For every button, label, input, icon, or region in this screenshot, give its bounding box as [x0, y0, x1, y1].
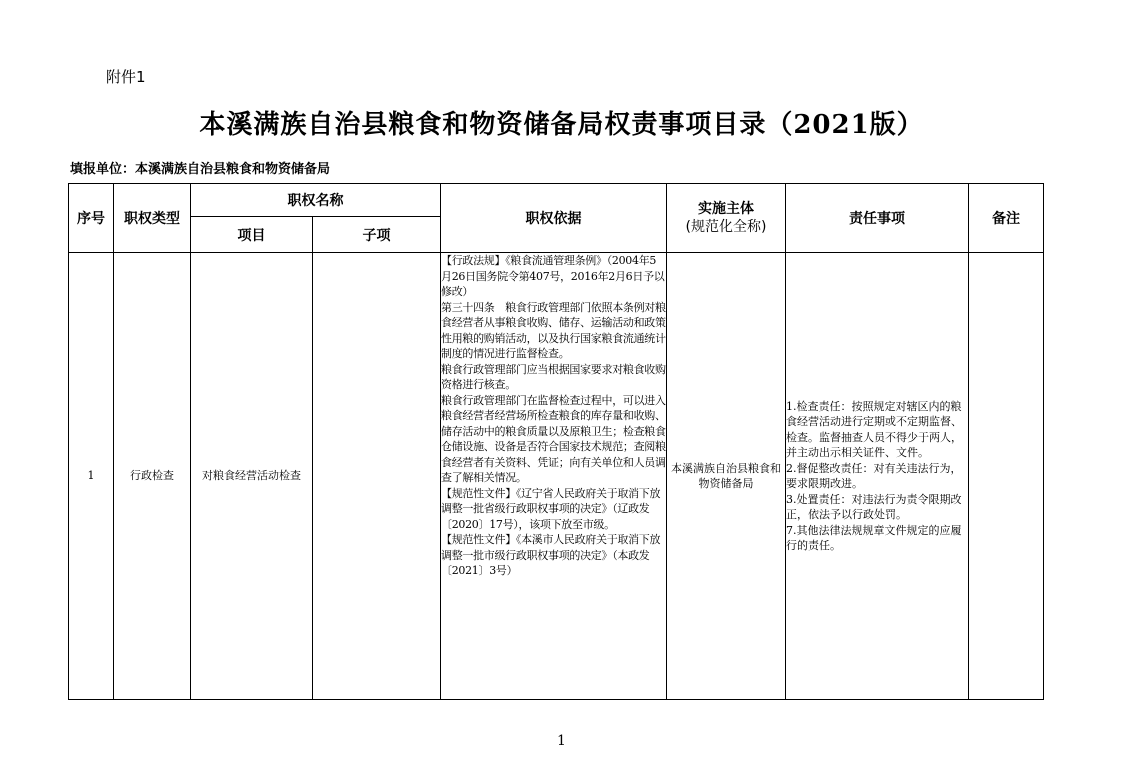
- header-remarks: 备注: [969, 184, 1044, 253]
- header-subject-label: 实施主体: [698, 201, 754, 217]
- duty-item: 7.其他法律法规规章文件规定的应履行的责任。: [786, 523, 962, 552]
- cell-category: 行政检查: [114, 253, 191, 700]
- basis-paragraph: 第三十四条 粮食行政管理部门依照本条例对粮食经营者从事粮食收购、储存、运输活动和政策性用粮的购销活动，以及执行国家粮食流通统计制度的情况进行监督检查。: [441, 300, 666, 360]
- header-subitem: 子项: [313, 217, 441, 253]
- table-row: [69, 253, 1044, 700]
- page-number: 1: [557, 733, 566, 749]
- header-subject-note: (规范化全称): [685, 219, 767, 235]
- cell-subject: 本溪满族自治县粮食和物资储备局: [667, 253, 786, 700]
- basis-paragraph: 【行政法规】《粮食流通管理条例》（2004年5月26日国务院令第407号，2016年2月6日予以修改）: [441, 254, 665, 298]
- header-seq: 序号: [69, 184, 114, 253]
- header-basis: 职权依据: [441, 184, 667, 253]
- basis-paragraph: 【规范性文件】《辽宁省人民政府关于取消下放调整一批省级行政职权事项的决定》（辽政发〔2020〕17号），该项下放至市级。: [441, 486, 661, 531]
- header-item: 项目: [191, 217, 313, 253]
- cell-seq: 1: [69, 253, 114, 700]
- authority-catalog-table: [68, 183, 1044, 700]
- duty-item: 1.检查责任：按照规定对辖区内的粮食经营活动进行定期或不定期监督、检查。监督抽查人员不得少于两人，并主动出示相关证件、文件。: [786, 399, 962, 459]
- cell-subitem: [313, 253, 441, 700]
- reporting-unit: 填报单位：本溪满族自治县粮食和物资储备局: [70, 162, 331, 177]
- header-subject: [667, 184, 786, 253]
- header-authority-name: 职权名称: [191, 184, 441, 217]
- table-header-row: [69, 184, 1044, 217]
- cell-item: 对粮食经营活动检查: [191, 253, 313, 700]
- duty-item: 3.处置责任：对违法行为责令限期改正，依法予以行政处罚。: [786, 492, 962, 521]
- attachment-label: 附件1: [106, 68, 146, 86]
- cell-duties: [786, 253, 969, 700]
- basis-paragraph: 【规范性文件】《本溪市人民政府关于取消下放调整一批市级行政职权事项的决定》（本政发〔2021〕3号）: [441, 533, 661, 577]
- cell-remarks: [969, 253, 1044, 700]
- header-duties: 责任事项: [786, 184, 969, 253]
- duty-item: 2.督促整改责任：对有关违法行为，要求限期改进。: [786, 461, 962, 490]
- document-title: 本溪满族自治县粮食和物资储备局权责事项目录（2021版）: [199, 110, 924, 140]
- basis-paragraph: 粮食行政管理部门在监督检查过程中，可以进入粮食经营者经营场所检查粮食的库存量和收购、储存活动中的粮食质量以及原粮卫生；检查粮食仓储设施、设备是否符合国家技术规范；查阅粮食经营者有关资料、凭证；向有关单位和人员调查了解相关情况。: [441, 393, 666, 484]
- basis-paragraph: 粮食行政管理部门应当根据国家要求对粮食收购资格进行核查。: [441, 362, 666, 391]
- cell-basis: [441, 253, 667, 700]
- header-category: 职权类型: [114, 184, 191, 253]
